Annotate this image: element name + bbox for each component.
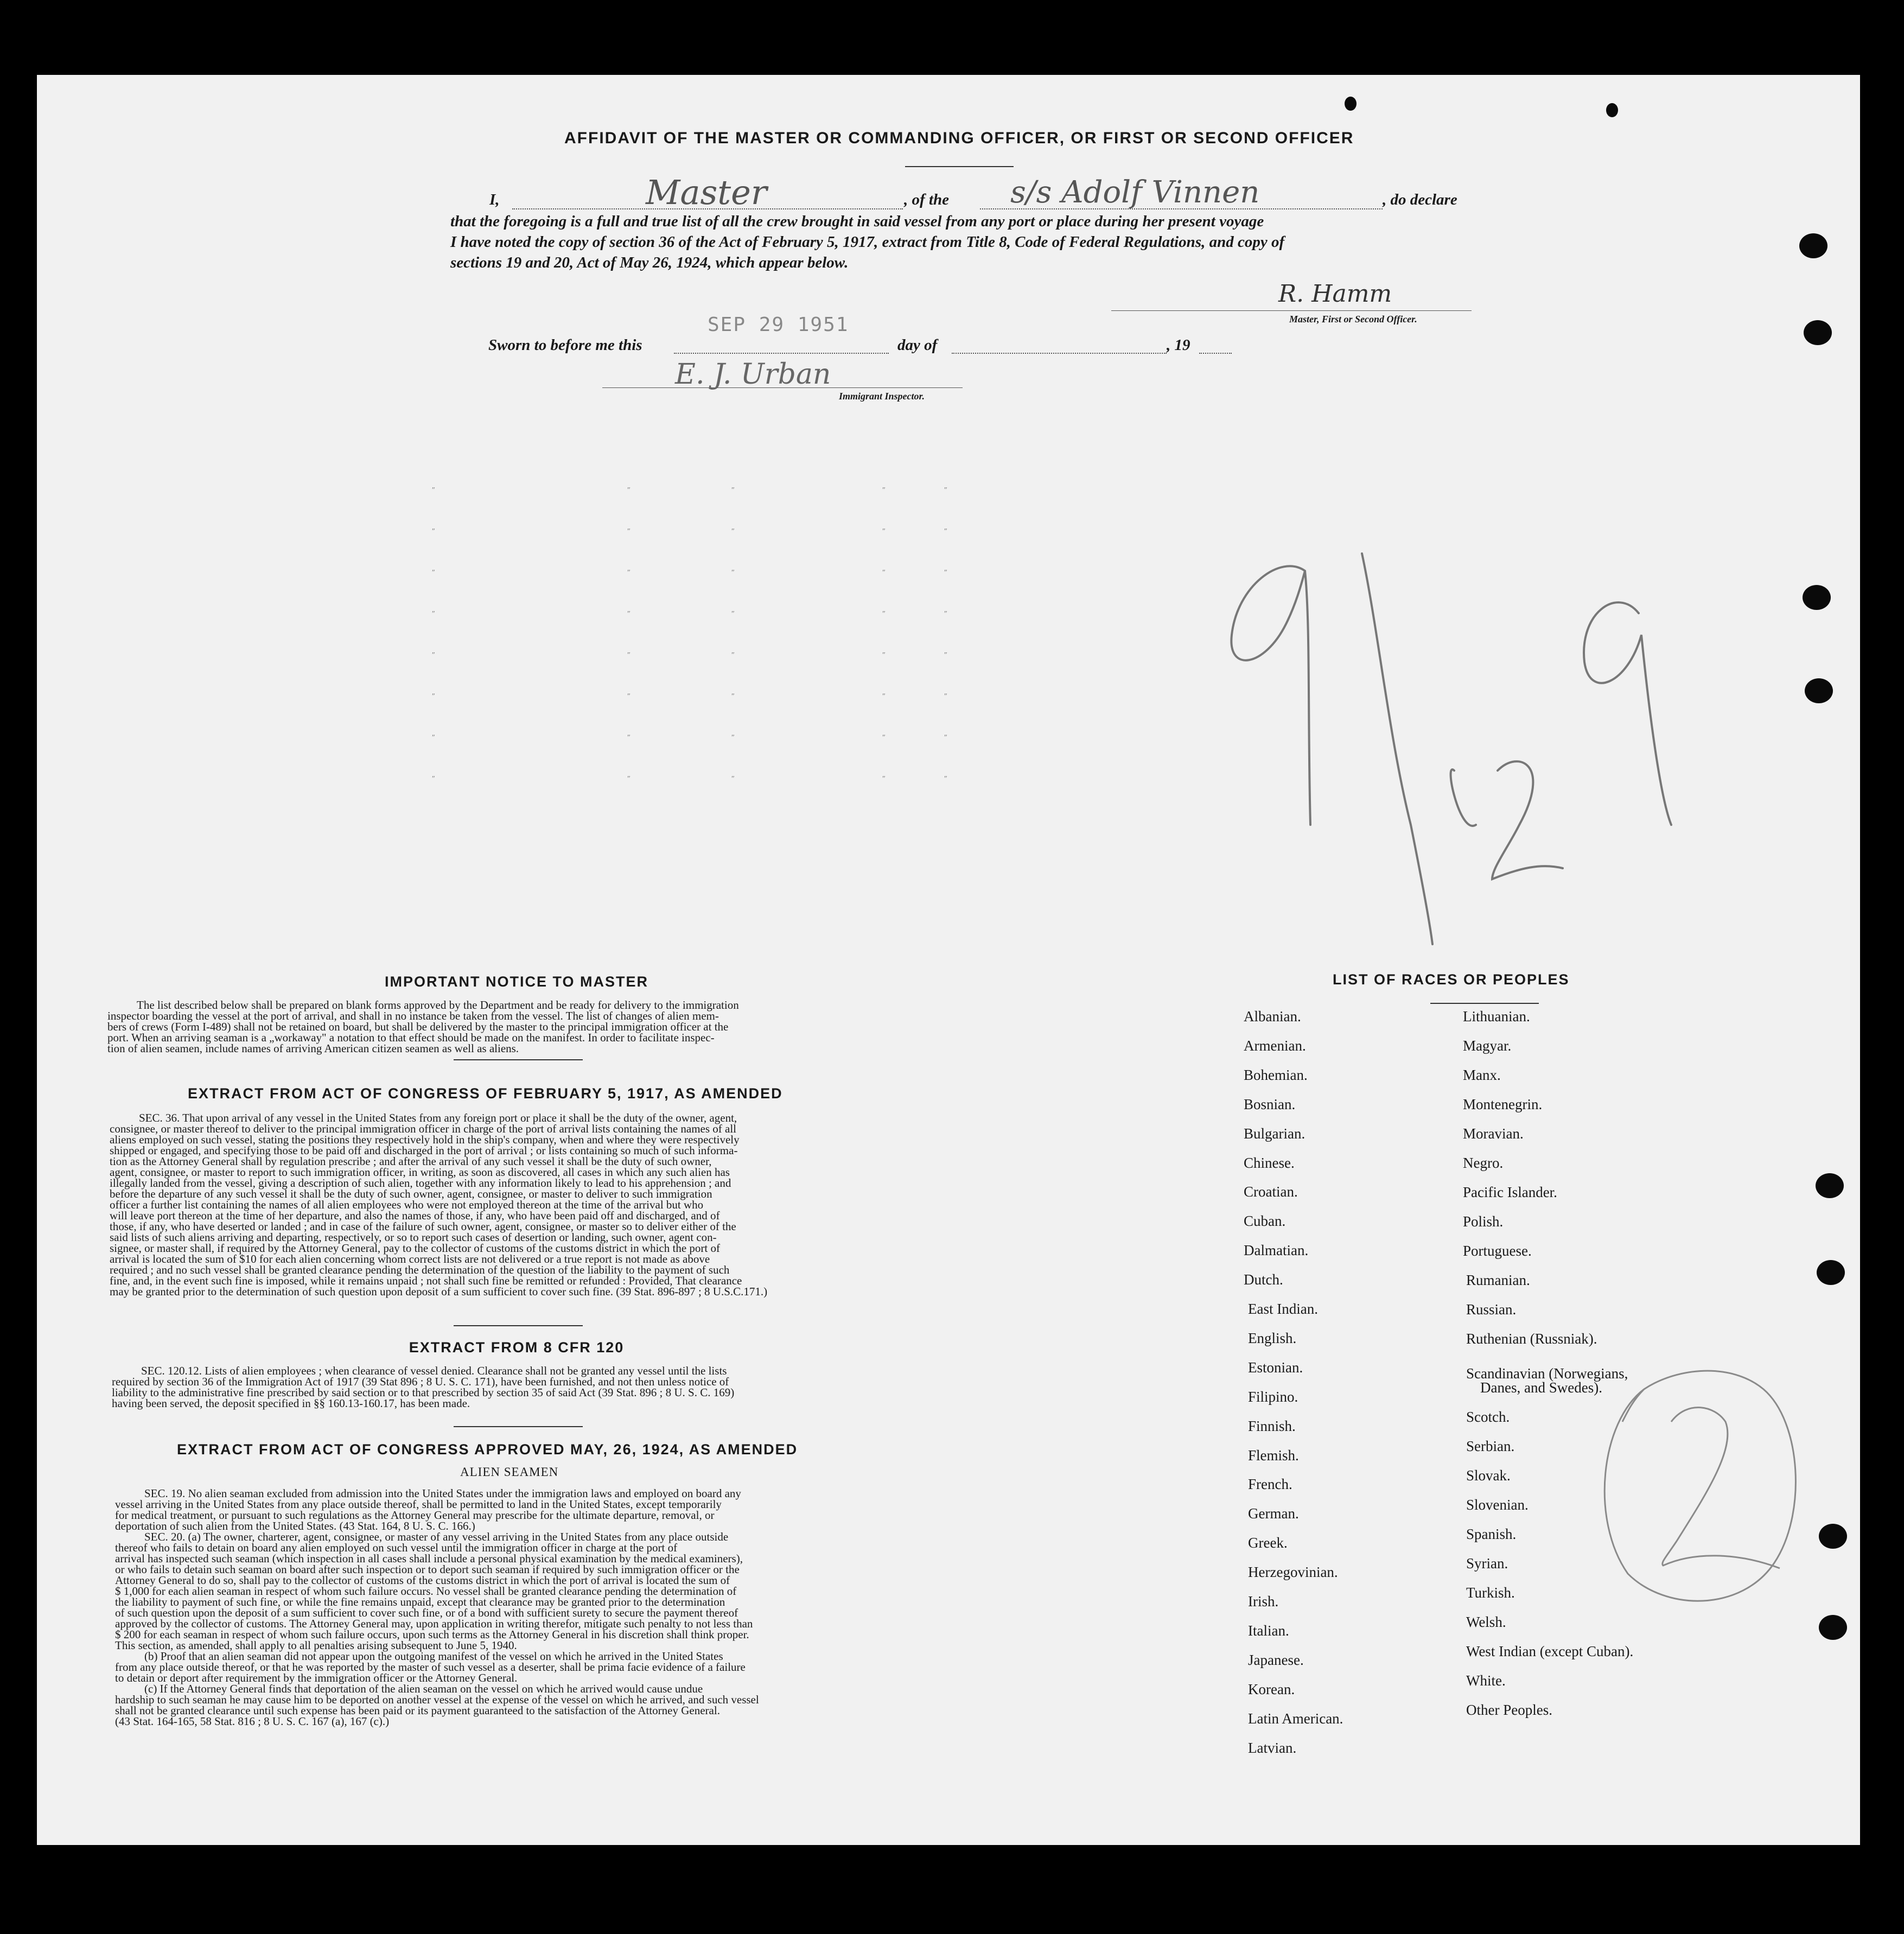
extract-1917-text [110, 1112, 918, 1297]
race-item: Latin American. [1248, 1710, 1343, 1727]
race-item: West Indian (except Cuban). [1466, 1643, 1634, 1659]
notice-line: inspector boarding the vessel at the port of arrival, and shall in no instance be taken from the vessel. The list of changes of alien mem- [107, 1009, 719, 1022]
race-item: Pacific Islander. [1463, 1184, 1557, 1200]
master-signature: R. Hamm [1278, 280, 1392, 308]
extract-1924-title: EXTRACT FROM ACT OF CONGRESS APPROVED MAY, 26, 1924, AS AMENDED [177, 1441, 798, 1458]
text-line: SEC. 120.12. Lists of alien employees ; when clearance of vessel denied. Clearance shall not be granted any vessel until the lists [141, 1364, 727, 1377]
race-item: Japanese. [1248, 1651, 1304, 1668]
ditto-mark: ″ [882, 651, 886, 659]
race-item: Chinese. [1244, 1154, 1295, 1171]
divider [454, 1325, 583, 1326]
text-line: those, if any, who have deserted or landed ; and in case of the failure of such owner, agent, consignee, or master so to deliver either of the [110, 1220, 736, 1233]
text-line: consignee, or master thereof to deliver to the principal immigration officer in charge of the port of arrival lists containing the names of all [110, 1122, 737, 1135]
text-line: deportation of such alien from the United States. (43 Stat. 164, 8 U. S. C. 166.) [115, 1519, 475, 1532]
ditto-mark: ″ [627, 692, 631, 701]
ditto-mark: ″ [944, 775, 947, 783]
binder-hole [1799, 233, 1827, 258]
binder-hole [1817, 1260, 1845, 1285]
extract-cfr-title: EXTRACT FROM 8 CFR 120 [409, 1339, 625, 1356]
text-line: vessel arriving in the United States from any place outside thereof, shall be permitted to land in the United States, except temporarily [115, 1498, 722, 1511]
ditto-mark: ″ [731, 775, 735, 783]
race-item: Other Peoples. [1466, 1702, 1552, 1718]
binder-hole [1804, 320, 1832, 345]
ditto-mark: ″ [627, 569, 631, 577]
text-line: (c) If the Attorney General finds that deportation of the alien seaman on the vessel on which he arrived would cause undue [144, 1682, 703, 1695]
ditto-mark: ″ [882, 610, 886, 618]
text-line: (b) Proof that an alien seaman did not appear upon the outgoing manifest of the vessel on which he arrived in the United States [144, 1650, 723, 1663]
extract-1917-title: EXTRACT FROM ACT OF CONGRESS OF FEBRUARY 5, 1917, AS AMENDED [188, 1085, 783, 1102]
text-line: illegally landed from the vessel, giving a description of such alien, together with any information likely to lead to his apprehension ; and [110, 1176, 731, 1189]
officer-handwritten: Master [646, 173, 767, 212]
circled-number [1568, 1357, 1823, 1617]
text-line: required ; and no such vessel shall be granted clearance pending the determination of the question of the liability to the payment of such [110, 1263, 730, 1276]
binder-hole [1805, 678, 1833, 703]
ditto-mark: ″ [882, 569, 886, 577]
do-declare-label: , do declare [1383, 191, 1457, 208]
text-line: thereof who fails to detain on board any alien employed on such vessel until the immigration officer in charge at the port of [115, 1541, 678, 1554]
race-item: Croatian. [1244, 1184, 1298, 1200]
ditto-mark: ″ [731, 734, 735, 742]
binder-hole [1816, 1173, 1844, 1198]
ditto-mark: ″ [944, 527, 947, 536]
ditto-mark: ″ [944, 734, 947, 742]
ditto-mark: ″ [627, 610, 631, 618]
race-item: Negro. [1463, 1155, 1504, 1171]
races-title: LIST OF RACES OR PEOPLES [1333, 971, 1570, 988]
race-item: Polish. [1463, 1213, 1504, 1230]
vessel-handwritten: s/s Adolf Vinnen [1010, 175, 1260, 210]
race-item: Slovenian. [1466, 1497, 1529, 1513]
ditto-mark: ″ [432, 527, 435, 536]
divider [454, 1059, 583, 1060]
date-stamp: SEP 29 1951 [708, 314, 849, 336]
ditto-mark: ″ [882, 692, 886, 701]
ditto-mark: ″ [432, 486, 435, 494]
ditto-mark: ″ [432, 651, 435, 659]
affidavit-line-1: that the foregoing is a full and true list of all the crew brought in said vessel from any port or place during her present voyage [450, 213, 1264, 230]
race-item: Rumanian. [1466, 1272, 1530, 1288]
notice-line: The list described below shall be prepared on blank forms approved by the Department and be ready for delivery to the immigration [137, 998, 739, 1011]
notice-line: tion of alien seamen, include names of arriving American citizen seamen as well as aliens. [107, 1042, 519, 1055]
text-line: arrival is located the sum of $10 for each alien concerning whom correct lists are not delivered or a true report is not made as above [110, 1252, 710, 1265]
ditto-mark: ″ [944, 610, 947, 618]
text-line: aliens employed on such vessel, stating the positions they respectively hold in the ship's company, when and where they were respectively [110, 1133, 740, 1146]
race-item: Filipino. [1248, 1388, 1298, 1405]
race-item: Manx. [1463, 1067, 1501, 1083]
ditto-mark: ″ [944, 486, 947, 494]
race-item: Irish. [1248, 1593, 1279, 1609]
day-of-line [952, 353, 1167, 354]
text-line: having been served, the deposit specified in §§ 160.13-160.17, has been made. [112, 1397, 470, 1410]
text-line: the liability to payment of such fine, or while the fine remains unpaid, except that clearance may be granted prior to the determination [115, 1595, 725, 1608]
ditto-mark: ″ [432, 569, 435, 577]
divider [1430, 1003, 1539, 1004]
text-line: tion as the Attorney General shall by regulation prescribe ; and after the arrival of any such vessel it shall be the duty of such owner, [110, 1155, 712, 1168]
day-of-label: day of [897, 336, 938, 354]
text-line: Attorney General to do so, shall pay to the collector of customs of the customs district in which the port of arrival is located the sum of [115, 1574, 730, 1587]
ditto-mark: ″ [432, 775, 435, 783]
signature-caption: Master, First or Second Officer. [1289, 314, 1417, 325]
text-line: approved by the collector of customs. The Attorney General may, upon application in writing therefor, mitigate such penalty to not less than [115, 1617, 753, 1630]
race-item: Turkish. [1466, 1585, 1515, 1601]
race-item: Cuban. [1244, 1213, 1286, 1230]
extract-cfr-text [112, 1365, 920, 1409]
text-line: hardship to such seaman he may cause him to be deported on another vessel at the expense of the vessel on which he arrived, and such vessel [115, 1693, 759, 1706]
text-line: of such question upon the deposit of a sum sufficient to cover such fine, or of a bond with sufficient surety to secure the payment thereof [115, 1606, 738, 1619]
ditto-mark: ″ [627, 775, 631, 783]
text-line: $ 1,000 for each alien seaman in respect of whom such failure occurs. No vessel shall be granted clearance pending the determination of [115, 1585, 737, 1598]
text-line: for medical treatment, or pursuant to such regulations as the Attorney General may prescribe for the ultimate departure, removal, or [115, 1509, 715, 1522]
ditto-mark: ″ [432, 692, 435, 701]
race-item: Italian. [1248, 1622, 1289, 1639]
race-item: Finnish. [1248, 1417, 1296, 1434]
text-line: before the departure of any such vessel it shall be the duty of such owner, agent, consignee, or master to deliver to such immigration [110, 1187, 712, 1200]
race-item: Dalmatian. [1244, 1242, 1309, 1259]
race-item: White. [1466, 1672, 1506, 1689]
race-item: Serbian. [1466, 1438, 1515, 1454]
divider [454, 1426, 583, 1427]
race-item: Slovak. [1466, 1467, 1511, 1484]
binder-hole [1803, 585, 1831, 610]
extract-1924-text [115, 1488, 924, 1727]
sworn-label: Sworn to before me this [488, 336, 642, 354]
race-item: Syrian. [1466, 1555, 1508, 1572]
race-item: Welsh. [1466, 1614, 1506, 1630]
race-item: Flemish. [1248, 1447, 1299, 1464]
text-line: may be granted prior to the determination of such question upon deposit of a sum sufficient to cover such fine. (39 Stat. 896-897 ; 8 U.S.C.171.) [110, 1285, 768, 1298]
text-line: SEC. 19. No alien seaman excluded from admission into the United States under the immigration laws and employed on board any [144, 1487, 741, 1500]
ditto-mark: ″ [944, 569, 947, 577]
ditto-mark: ″ [627, 734, 631, 742]
race-item: Moravian. [1463, 1125, 1524, 1142]
text-line: required by section 36 of the Immigration Act of 1917 (39 Stat 896 ; 8 U. S. C. 171), have been furnished, and not then unless notice of [112, 1375, 729, 1388]
text-line: from any place outside thereof, or that he was reported by the master of such vessel as a deserter, shall be prima facie evidence of a failure [115, 1661, 746, 1674]
race-item: Ruthenian (Russniak). [1466, 1331, 1597, 1347]
year-line [1199, 353, 1232, 354]
pencil-number [1215, 543, 1682, 955]
race-item: Greek. [1248, 1535, 1288, 1551]
text-line: will leave port thereon at the time of her departure, and also the names of those, if any, who have been paid off and discharged, and of [110, 1209, 720, 1222]
binder-hole [1345, 97, 1357, 111]
ditto-mark: ″ [627, 651, 631, 659]
race-item: French. [1248, 1476, 1292, 1493]
text-line: said lists of such aliens arriving and departing, respectively, or so to report such cases of desertion or landing, such owner, agent con- [110, 1231, 717, 1244]
race-item: Danes, and Swedes). [1480, 1379, 1602, 1396]
race-item: English. [1248, 1329, 1297, 1346]
race-item: Portuguese. [1463, 1243, 1532, 1259]
ditto-mark: ″ [627, 527, 631, 536]
race-item: Scandinavian (Norwegians, [1466, 1365, 1628, 1382]
race-item: Lithuanian. [1463, 1008, 1530, 1025]
race-item: Montenegrin. [1463, 1096, 1543, 1112]
ditto-mark: ″ [882, 527, 886, 536]
binder-hole [1606, 103, 1618, 117]
affidavit-title: AFFIDAVIT OF THE MASTER OR COMMANDING OFFICER, OR FIRST OR SECOND OFFICER [564, 129, 1354, 147]
text-line: This section, as amended, shall apply to all penalties arising subsequent to June 5, 1940. [115, 1639, 517, 1652]
race-item: Bulgarian. [1244, 1125, 1306, 1142]
ditto-mark: ″ [882, 486, 886, 494]
ditto-mark: ″ [627, 486, 631, 494]
race-item: Latvian. [1248, 1739, 1297, 1756]
ditto-mark: ″ [731, 651, 735, 659]
sworn-day-line [674, 353, 889, 354]
ditto-mark: ″ [944, 651, 947, 659]
ditto-mark: ″ [882, 775, 886, 783]
text-line: (43 Stat. 164-165, 58 Stat. 816 ; 8 U. S. C. 167 (a), 167 (c).) [115, 1715, 390, 1728]
text-line: SEC. 36. That upon arrival of any vessel in the United States from any foreign port or place it shall be the duty of the owner, agent, [139, 1111, 737, 1124]
text-line: officer a further list containing the names of all alien employees who were not employed thereon at the time of the arrival but who [110, 1198, 704, 1211]
race-item: Korean. [1248, 1681, 1295, 1697]
ditto-mark: ″ [432, 734, 435, 742]
notice-line: port. When an arriving seaman is a „workaway" a notation to that effect should be made on the manifest. In order to facilitate inspec- [107, 1031, 715, 1044]
affidavit-line-2: I have noted the copy of section 36 of the Act of February 5, 1917, extract from Title 8, Code of Federal Regulations, and copy of [450, 233, 1285, 251]
binder-hole [1819, 1615, 1847, 1640]
race-item: Bohemian. [1244, 1066, 1308, 1083]
year-label: , 19 [1167, 336, 1190, 354]
race-item: East Indian. [1248, 1301, 1318, 1317]
notice-title: IMPORTANT NOTICE TO MASTER [385, 974, 648, 990]
signature-line [1111, 310, 1472, 311]
text-line: SEC. 20. (a) The owner, charterer, agent, consignee, or master of any vessel arriving in the United States from any place outside [144, 1530, 729, 1543]
notice-text [107, 1000, 916, 1054]
divider [905, 166, 1014, 167]
text-line: to detain or deport after requirement by the immigration officer or the Attorney General. [115, 1671, 518, 1684]
race-item: Herzegovinian. [1248, 1564, 1338, 1581]
ditto-mark: ″ [731, 527, 735, 536]
race-item: Bosnian. [1244, 1096, 1296, 1112]
race-item: Russian. [1466, 1301, 1517, 1318]
affidavit-i-label: I, [489, 191, 500, 208]
text-line: arrival has inspected such seaman (which inspection in all cases shall include a personal physical examination by the medical examiners), [115, 1552, 743, 1565]
of-the-label: , of the [904, 191, 949, 208]
inspector-signature: E. J. Urban [675, 358, 831, 391]
ditto-mark: ″ [731, 692, 735, 701]
race-item: Dutch. [1244, 1271, 1283, 1288]
text-line: shipped or engaged, and specifying those to be paid off and discharged in the port of arrival ; or lists containing so much of such informa- [110, 1144, 738, 1157]
text-line: agent, consignee, or master to report to such immigration officer, in writing, as soon as discovered, all cases in which any such alien has [110, 1166, 730, 1179]
ditto-mark: ″ [944, 692, 947, 701]
affidavit-line-3: sections 19 and 20, Act of May 26, 1924, which appear below. [450, 254, 849, 271]
ditto-mark: ″ [432, 610, 435, 618]
text-line: shall not be granted clearance until such expense has been paid or its payment guaranteed to the satisfaction of the Attorney General. [115, 1704, 720, 1717]
ditto-mark: ″ [882, 734, 886, 742]
text-line: liability to the administrative fine prescribed by said section or to that prescribed by section 35 of said Act (39 Stat. 896 ; 8 U. S. C. 169) [112, 1386, 735, 1399]
race-item: Armenian. [1244, 1037, 1306, 1054]
ditto-mark: ″ [731, 610, 735, 618]
notice-line: bers of crews (Form I-489) shall not be retained on board, but shall be delivered by the master to the principal immigration officer at the [107, 1020, 729, 1033]
ditto-mark: ″ [731, 486, 735, 494]
extract-1924-subtitle: ALIEN SEAMEN [460, 1465, 559, 1479]
race-item: Magyar. [1463, 1038, 1512, 1054]
text-line: $ 200 for each seaman in respect of whom such failure occurs, upon such terms as the Attorney General in his discretion shall think proper. [115, 1628, 749, 1641]
race-item: Scotch. [1466, 1409, 1510, 1425]
race-item: Spanish. [1466, 1526, 1517, 1542]
inspector-caption: Immigrant Inspector. [839, 391, 925, 402]
race-item: Estonian. [1248, 1359, 1303, 1376]
race-item: German. [1248, 1505, 1299, 1522]
text-line: signee, or master shall, if required by the Attorney General, pay to the collector of customs of the customs district in which the port of [110, 1242, 720, 1255]
ditto-mark: ″ [731, 569, 735, 577]
text-line: or who fails to detain such seaman on board after such inspection or to deport such seaman if required by such immigration officer or the [115, 1563, 740, 1576]
text-line: fine, and, in the event such fine is imposed, while it remains unpaid ; not shall such fine be remitted or refunded : Provided, That clearance [110, 1274, 742, 1287]
race-item: Albanian. [1244, 1008, 1301, 1025]
